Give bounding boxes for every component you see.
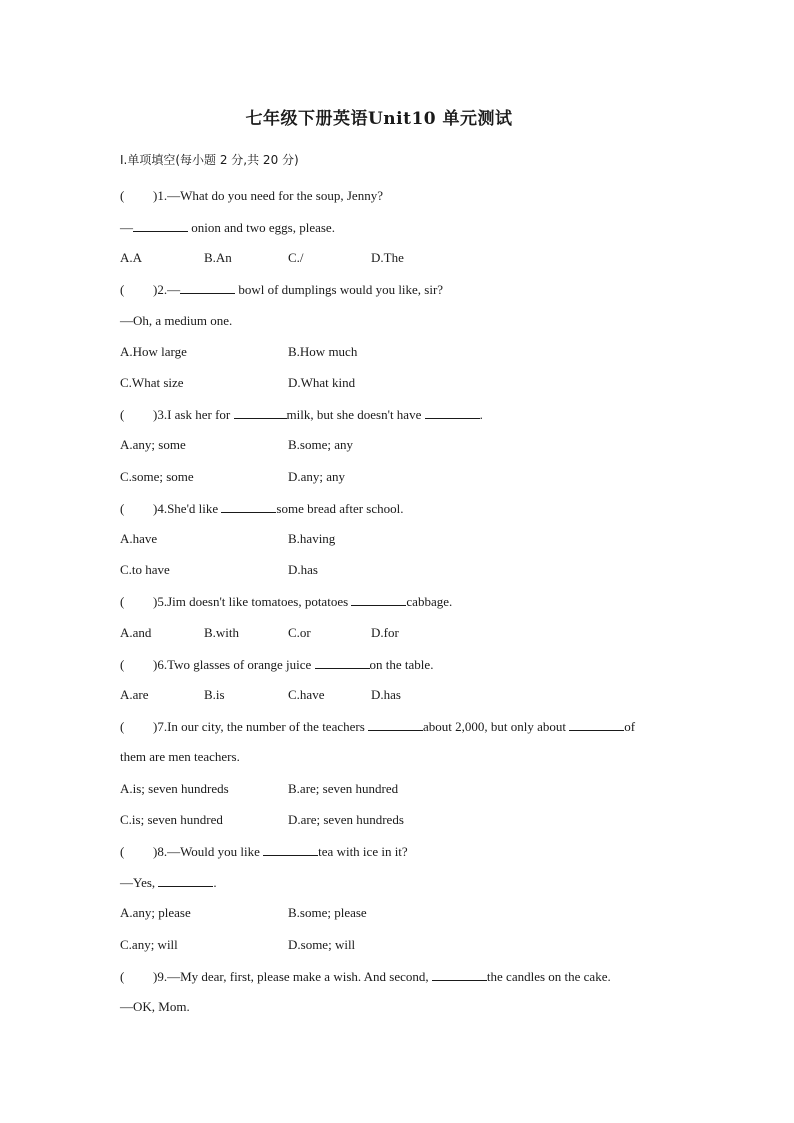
- answer-blank[interactable]: [133, 219, 188, 232]
- option-a: A.A: [120, 250, 143, 265]
- answer-blank[interactable]: [263, 843, 318, 856]
- option-a: A.is; seven hundreds: [120, 781, 229, 796]
- answer-blank[interactable]: [569, 718, 624, 731]
- answer-blank[interactable]: [234, 406, 287, 419]
- option-c: C.or: [288, 625, 311, 640]
- answer-blank[interactable]: [315, 656, 370, 669]
- option-d: D.has: [371, 687, 401, 702]
- question-7-line2: them are men teachers.: [120, 749, 240, 764]
- option-b: B.An: [204, 250, 232, 265]
- option-d: D.What kind: [288, 375, 356, 390]
- option-c: C.any; will: [120, 937, 178, 952]
- question-1-stem: ( )1.—What do you need for the soup, Jenny?: [120, 188, 383, 203]
- option-b: B.How much: [288, 344, 358, 359]
- option-b: B.is: [204, 687, 225, 702]
- option-d: D.has: [288, 562, 318, 577]
- option-c: C./: [288, 250, 304, 265]
- option-d: D.The: [371, 250, 404, 265]
- question-6-stem: ( )6.Two glasses of orange juice on the table.: [120, 657, 434, 672]
- option-c: C.have: [288, 687, 325, 702]
- option-c: C.to have: [120, 562, 170, 577]
- answer-paren[interactable]: (: [120, 657, 125, 672]
- answer-paren[interactable]: (: [120, 969, 125, 984]
- question-2-line2: —Oh, a medium one.: [120, 313, 233, 328]
- answer-blank[interactable]: [351, 593, 406, 606]
- answer-paren[interactable]: (: [120, 407, 125, 422]
- option-b: B.are; seven hundred: [288, 781, 399, 796]
- question-8-line2: —Yes, .: [120, 875, 217, 890]
- question-9-line2: —OK, Mom.: [120, 999, 190, 1014]
- answer-paren[interactable]: (: [120, 719, 125, 734]
- option-d: D.are; seven hundreds: [288, 812, 404, 827]
- option-a: A.are: [120, 687, 149, 702]
- answer-paren[interactable]: (: [120, 594, 125, 609]
- answer-blank[interactable]: [180, 281, 235, 294]
- question-2-stem: ( )2.— bowl of dumplings would you like, sir?: [120, 282, 444, 297]
- question-7-stem: ( )7.In our city, the number of the teachers about 2,000, but only about of: [120, 719, 636, 734]
- answer-paren[interactable]: (: [120, 501, 125, 516]
- question-1-line2: — onion and two eggs, please.: [120, 220, 335, 235]
- option-a: A.and: [120, 625, 152, 640]
- question-9-stem: ( )9.—My dear, first, please make a wish. And second, the candles on the cake.: [120, 969, 611, 984]
- question-8-stem: ( )8.—Would you like tea with ice in it?: [120, 844, 408, 859]
- answer-blank[interactable]: [158, 874, 213, 887]
- option-b: B.some; please: [288, 905, 367, 920]
- option-a: A.How large: [120, 344, 187, 359]
- option-a: A.any; some: [120, 437, 186, 452]
- answer-blank[interactable]: [221, 500, 276, 513]
- answer-paren[interactable]: (: [120, 282, 125, 297]
- option-b: B.with: [204, 625, 240, 640]
- option-b: B.having: [288, 531, 336, 546]
- answer-paren[interactable]: (: [120, 188, 125, 203]
- option-c: C.is; seven hundred: [120, 812, 223, 827]
- answer-blank[interactable]: [425, 406, 480, 419]
- option-b: B.some; any: [288, 437, 353, 452]
- answer-blank[interactable]: [432, 968, 487, 981]
- option-a: A.any; please: [120, 905, 191, 920]
- question-4-stem: ( )4.She'd like some bread after school.: [120, 501, 404, 516]
- question-3-stem: ( )3.I ask her for milk, but she doesn't have .: [120, 407, 483, 422]
- section-heading: Ⅰ.单项填空(每小题 2 分,共 20 分): [120, 153, 299, 167]
- answer-blank[interactable]: [368, 718, 423, 731]
- option-c: C.What size: [120, 375, 184, 390]
- page-title: 七年级下册英语Unit10 单元测试: [245, 109, 513, 129]
- option-a: A.have: [120, 531, 158, 546]
- question-5-stem: ( )5.Jim doesn't like tomatoes, potatoes cabbage.: [120, 594, 453, 609]
- option-d: D.for: [371, 625, 399, 640]
- option-c: C.some; some: [120, 469, 194, 484]
- option-d: D.some; will: [288, 937, 356, 952]
- option-d: D.any; any: [288, 469, 346, 484]
- answer-paren[interactable]: (: [120, 844, 125, 859]
